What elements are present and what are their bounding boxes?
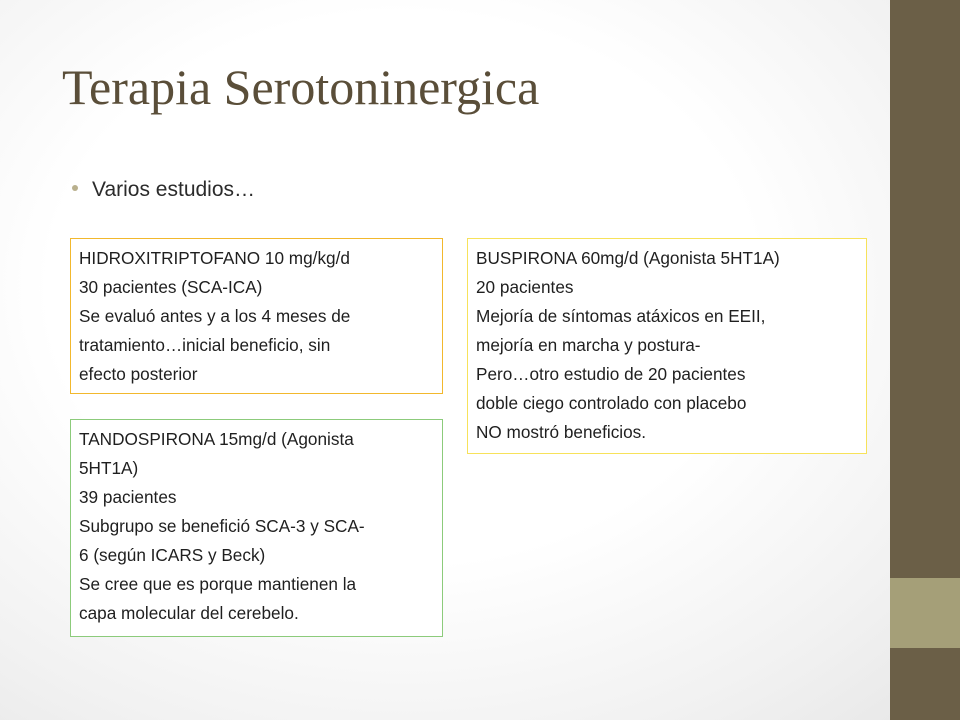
study-line: capa molecular del cerebelo. (79, 603, 299, 623)
study-line: efecto posterior (79, 364, 198, 384)
study-line: NO mostró beneficios. (476, 422, 647, 442)
study-line: Se cree que es porque mantienen la (79, 574, 357, 594)
study-line: HIDROXITRIPTOFANO 10 mg/kg/d (79, 248, 350, 268)
study-line: Mejoría de síntomas atáxicos en EEII, (476, 306, 766, 326)
study-line: 30 pacientes (SCA-ICA) (79, 277, 263, 297)
study-line: Subgrupo se benefició SCA-3 y SCA- (79, 516, 365, 536)
study-line: doble ciego controlado con placebo (476, 393, 747, 413)
study-box-buspirona (467, 238, 867, 454)
study-line: BUSPIRONA 60mg/d (Agonista 5HT1A) (476, 248, 780, 268)
study-line: tratamiento…inicial beneficio, sin (79, 335, 331, 355)
bullet-item (72, 178, 255, 202)
study-line: TANDOSPIRONA 15mg/d (Agonista (79, 429, 354, 449)
slide-title: Terapia Serotoninergica (62, 59, 540, 115)
side-decorative-accent (890, 578, 960, 648)
study-line: Se evaluó antes y a los 4 meses de (79, 306, 351, 326)
study-line: 39 pacientes (79, 487, 177, 507)
bullet-text: Varios estudios… (92, 178, 256, 201)
bullet-dot-icon (72, 185, 78, 191)
study-box-hidroxitriptofano (70, 238, 443, 394)
study-line: mejoría en marcha y postura- (476, 335, 701, 355)
study-line: 20 pacientes (476, 277, 574, 297)
study-line: Pero…otro estudio de 20 pacientes (476, 364, 746, 384)
study-line: 5HT1A) (79, 458, 139, 478)
study-box-tandospirona (70, 419, 443, 637)
study-line: 6 (según ICARS y Beck) (79, 545, 266, 565)
